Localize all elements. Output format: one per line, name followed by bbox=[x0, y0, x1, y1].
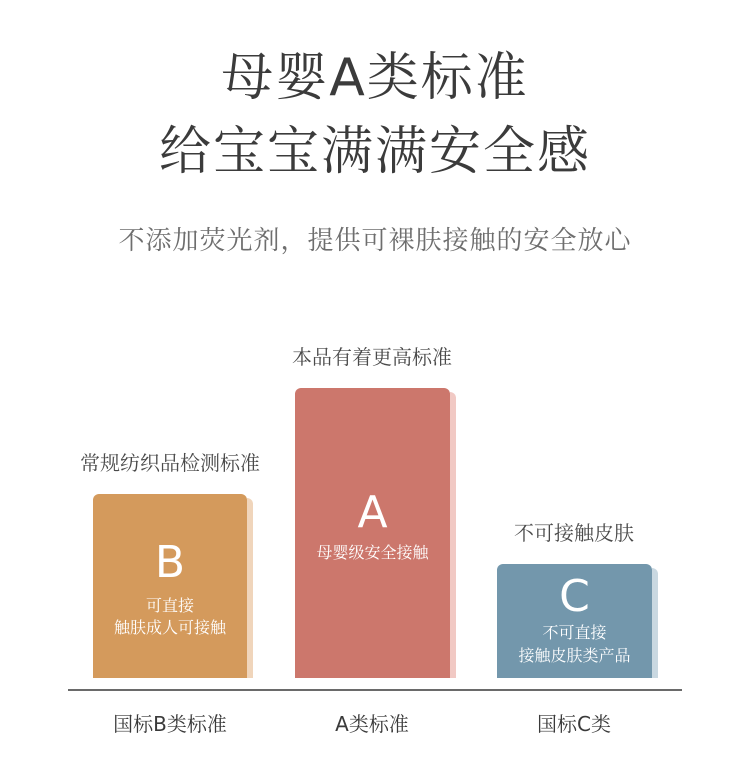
bar-c-grade: C bbox=[559, 571, 590, 622]
bar-c bbox=[497, 564, 652, 678]
bar-a bbox=[295, 388, 450, 678]
bar-c-desc-line-2: 接触皮肤类产品 bbox=[518, 646, 631, 665]
bar-c-shadow bbox=[652, 568, 658, 678]
axis-label-c: 国标C类 bbox=[537, 712, 611, 736]
axis-label-b: 国标B类标准 bbox=[113, 712, 227, 736]
chart-baseline bbox=[68, 689, 682, 691]
bar-b-grade: B bbox=[154, 537, 186, 588]
bar-b-shadow bbox=[247, 498, 253, 678]
bar-a-grade: A bbox=[357, 487, 388, 538]
bar-c-caption: 不可接触皮肤 bbox=[514, 521, 634, 545]
bar-b-caption: 常规纺织品检测标准 bbox=[80, 451, 260, 475]
bar-b-desc-line-1: 可直接 bbox=[145, 596, 194, 615]
bar-b bbox=[93, 494, 247, 678]
headline-line-1: 母婴A类标准 bbox=[221, 48, 529, 108]
headline-line-2: 给宝宝满满安全感 bbox=[158, 122, 591, 182]
bar-a-caption: 本品有着更高标准 bbox=[292, 345, 452, 369]
bar-a-desc-line-1: 母婴级安全接触 bbox=[316, 543, 429, 562]
axis-label-a: A类标准 bbox=[335, 712, 409, 736]
bar-b-desc-line-2: 触肤成人可接触 bbox=[113, 618, 226, 637]
subheadline: 不添加荧光剂，提供可裸肤接触的安全放心 bbox=[118, 226, 632, 256]
bar-c-desc-line-1: 不可直接 bbox=[542, 623, 607, 642]
